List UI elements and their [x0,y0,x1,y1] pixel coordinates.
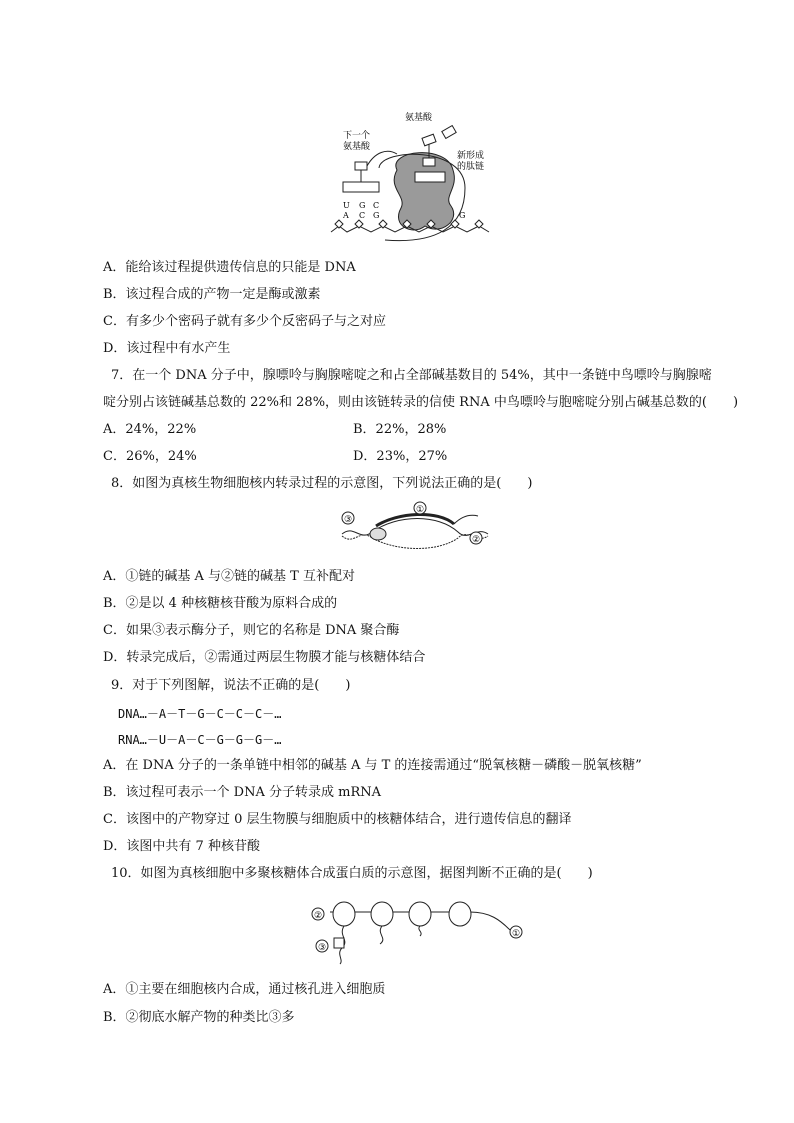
q7-stem-line2: 啶分别占该链碱基总数的 22%和 28%，则由该链转录的信使 RNA 中鸟嘌呤与胞嘧啶分别占碱基总数的( ) [103,395,739,410]
fig1-label-next2: 氨基酸 [343,142,371,152]
q8-option-c: C．如果③表示酶分子，则它的名称是 DNA 聚合酶 [103,623,400,638]
q10-marker-1: ① [512,929,521,939]
q10-marker-2: ② [314,911,323,921]
q9-rna-sequence: RNA…－U－A－C－G－G－G－… [118,733,282,747]
base-c2: C [373,201,380,210]
q8-stem: 8．如图为真核生物细胞核内转录过程的示意图，下列说法正确的是( ) [111,476,533,491]
trna-in-ribosome [415,172,445,182]
fig1-label-next1: 下一个 [343,131,371,141]
q8-option-b: B．②是以 4 种核糖核苷酸为原料合成的 [103,596,338,611]
base-a: A [343,211,349,220]
rna-strand [376,514,454,526]
q10-marker-3: ③ [318,943,327,953]
q9-option-c: C．该图中的产物穿过 0 层生物膜与细胞质中的核糖体结合，进行遗传信息的翻译 [103,812,572,827]
q6-option-a: A．能给该过程提供遗传信息的只能是 DNA [103,260,356,275]
q7-option-a: A．24%，22% [103,422,197,437]
q9-stem: 9．对于下列图解，说法不正确的是( ) [111,678,351,693]
fig1-label-new1: 新形成 [457,151,485,161]
q6-option-c: C．有多少个密码子就有多少个反密码子与之对应 [103,314,386,329]
q6-option-d: D．该过程中有水产生 [103,341,231,356]
q8-option-d: D．转录完成后，②需通过两层生物膜才能与核糖体结合 [103,650,426,665]
marker-2: ② [472,535,481,545]
fig1-label-aa: 氨基酸 [405,113,433,123]
q7-stem-line1: 7．在一个 DNA 分子中，腺嘌呤与胸腺嘧啶之和占全部碱基数目的 54%，其中一条链中鸟嘌呤与胸腺嘧 [111,368,712,383]
base-g3: G [459,211,466,220]
q7-option-c: C．26%，24% [103,449,197,464]
base-c1: C [359,211,366,220]
q10-stem: 10．如图为真核细胞中多聚核糖体合成蛋白质的示意图，据图判断不正确的是( ) [111,866,593,881]
q10-option-b: B．②彻底水解产物的种类比③多 [103,1010,295,1025]
q8-option-a: A．①链的碱基 A 与②链的碱基 T 互补配对 [103,569,355,584]
polyribosome-figure [310,890,530,970]
q9-dna-sequence: DNA…－A－T－G－C－C－C－… [118,707,282,721]
marker-1: ① [416,505,425,515]
q9-option-a: A．在 DNA 分子的一条单链中相邻的碱基 A 与 T 的连接需通过“脱氧核糖－磷酸－脱氧核糖” [103,758,642,773]
base-g2: G [373,211,380,220]
q6-option-b: B．该过程合成的产物一定是酶或激素 [103,287,321,302]
q9-option-b: B．该过程可表示一个 DNA 分子转录成 mRNA [103,785,382,800]
q7-option-d: D．23%，27% [353,449,448,464]
q7-option-b: B．22%，28% [353,422,447,437]
fig1-label-new2: 的肽链 [457,162,485,172]
q9-option-d: D．该图中共有 7 种核苷酸 [103,839,260,854]
base-u: U [343,201,350,210]
marker-3: ③ [344,515,353,525]
q10-option-a: A．①主要在细胞核内合成，通过核孔进入细胞质 [103,982,386,997]
base-g1: G [359,201,366,210]
enzyme-shape [370,528,386,540]
translation-figure [325,108,495,248]
trna-incoming [343,182,379,192]
transcription-figure [338,500,498,550]
